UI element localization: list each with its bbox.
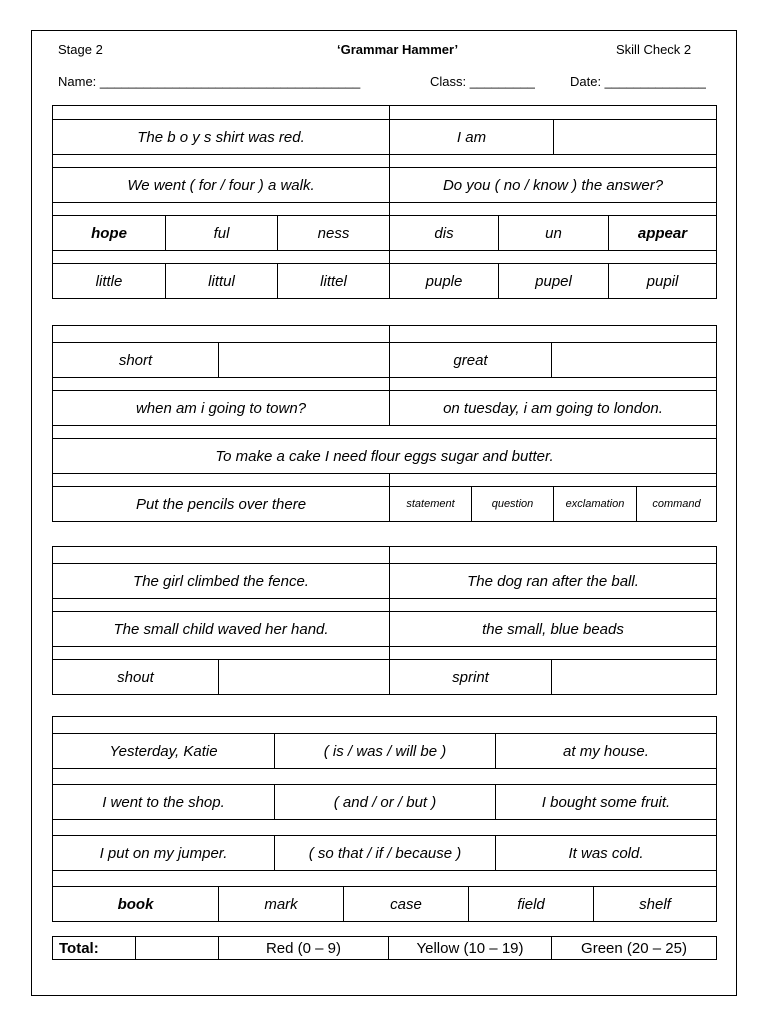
prefix-cell: un <box>498 216 608 250</box>
answer-box[interactable] <box>551 343 716 377</box>
contraction-question: I am <box>389 120 553 154</box>
number-cell <box>53 474 389 486</box>
answer-box[interactable] <box>551 660 716 694</box>
word-cell: appear <box>608 216 716 250</box>
capitals-question: when am i going to town? <box>135 399 307 417</box>
sentence-question: The small child waved her hand. <box>113 620 329 638</box>
number-row <box>53 473 716 486</box>
conjunction-row <box>53 784 716 819</box>
number-cell <box>53 647 389 659</box>
type-option-command[interactable]: command <box>636 487 716 521</box>
commas-row <box>53 438 716 473</box>
stage-label: Stage 2 <box>58 42 103 57</box>
question-row <box>53 167 716 202</box>
total-score-box[interactable] <box>135 937 218 959</box>
number-cell <box>53 769 716 784</box>
number-cell <box>53 426 716 438</box>
possessive-question: The b o y s shirt was red. <box>137 128 305 146</box>
number-cell <box>389 378 716 390</box>
synonym-word: sprint <box>389 660 551 694</box>
number-row <box>53 547 716 563</box>
clause-cell: at my house. <box>495 734 716 768</box>
total-label: Total: <box>59 939 99 957</box>
suffix-cell: ful <box>165 216 277 250</box>
sentence-type-row <box>53 486 716 521</box>
number-cell <box>389 647 716 659</box>
section-4-table <box>52 716 717 922</box>
total-table <box>52 936 717 960</box>
choice-cell[interactable]: ( so that / if / because ) <box>274 836 495 870</box>
word-cell: hope <box>91 224 127 242</box>
skill-check-label: Skill Check 2 <box>616 42 692 57</box>
answer-box[interactable] <box>218 660 389 694</box>
class-field: Class: _________ <box>430 74 535 89</box>
spelling-option[interactable]: little <box>95 272 123 290</box>
number-row <box>53 106 716 119</box>
answer-box[interactable] <box>553 120 716 154</box>
compound-base-word: book <box>117 895 154 913</box>
number-row <box>53 154 716 167</box>
antonym-row <box>53 342 716 377</box>
clause-cell: It was cold. <box>495 836 716 870</box>
number-row <box>53 717 716 733</box>
number-row <box>53 377 716 390</box>
type-option-statement[interactable]: statement <box>389 487 471 521</box>
conjunction-row <box>53 835 716 870</box>
spelling-option[interactable]: puple <box>389 264 498 298</box>
clause-cell: I put on my jumper. <box>99 844 228 862</box>
number-row <box>53 326 716 342</box>
answer-box[interactable] <box>218 343 389 377</box>
compound-option[interactable]: field <box>468 887 593 921</box>
number-cell <box>53 547 389 563</box>
number-cell <box>389 251 716 263</box>
date-field: Date: ______________ <box>570 74 706 89</box>
conjunction-row <box>53 733 716 768</box>
affix-row <box>53 215 716 250</box>
number-cell <box>53 717 716 733</box>
worksheet-title: ‘Grammar Hammer’ <box>337 42 459 57</box>
number-cell <box>389 203 716 215</box>
number-cell <box>389 474 716 486</box>
red-band: Red (0 – 9) <box>218 937 388 959</box>
number-row <box>53 646 716 659</box>
spelling-option[interactable]: pupil <box>608 264 716 298</box>
compound-option[interactable]: shelf <box>593 887 716 921</box>
spelling-option[interactable]: littul <box>165 264 277 298</box>
number-cell <box>53 820 716 835</box>
section-1-table <box>52 105 717 299</box>
type-option-exclamation[interactable]: exclamation <box>553 487 636 521</box>
commas-question: To make a cake I need flour eggs sugar and butter. <box>215 447 554 465</box>
number-cell <box>389 547 716 563</box>
number-row <box>53 870 716 886</box>
number-cell <box>389 326 716 342</box>
number-row <box>53 598 716 611</box>
question-row <box>53 611 716 646</box>
number-cell <box>389 599 716 611</box>
question-row <box>53 119 716 154</box>
spelling-row <box>53 263 716 298</box>
number-row <box>53 768 716 784</box>
phrase-question: the small, blue beads <box>389 612 716 646</box>
clause-cell: Yesterday, Katie <box>109 742 218 760</box>
sentence-question: Put the pencils over there <box>135 495 307 513</box>
synonym-word: shout <box>117 668 154 686</box>
yellow-band: Yellow (10 – 19) <box>388 937 551 959</box>
compound-row <box>53 886 716 921</box>
type-option-question[interactable]: question <box>471 487 553 521</box>
clause-cell: I bought some fruit. <box>495 785 716 819</box>
compound-option[interactable]: mark <box>218 887 343 921</box>
antonym-word: great <box>389 343 551 377</box>
compound-option[interactable]: case <box>343 887 468 921</box>
number-row <box>53 819 716 835</box>
number-row <box>53 425 716 438</box>
number-cell <box>53 599 389 611</box>
number-cell <box>53 251 389 263</box>
spelling-option[interactable]: pupel <box>498 264 608 298</box>
number-cell <box>53 203 389 215</box>
sentence-question: The girl climbed the fence. <box>133 572 309 590</box>
homophone-question: We went ( for / four ) a walk. <box>127 176 315 194</box>
number-cell <box>389 106 716 119</box>
choice-cell[interactable]: ( and / or / but ) <box>274 785 495 819</box>
capitals-row <box>53 390 716 425</box>
total-row <box>53 937 716 959</box>
antonym-word: short <box>118 351 153 369</box>
spelling-option[interactable]: littel <box>277 264 389 298</box>
number-cell <box>53 155 389 167</box>
section-2-table <box>52 325 717 522</box>
prefix-cell: dis <box>389 216 498 250</box>
number-row <box>53 202 716 215</box>
suffix-cell: ness <box>277 216 389 250</box>
sentence-question: The dog ran after the ball. <box>389 564 716 598</box>
homophone-question-2: Do you ( no / know ) the answer? <box>389 168 716 202</box>
choice-cell[interactable]: ( is / was / will be ) <box>274 734 495 768</box>
name-field: Name: ____________________________________ <box>58 74 361 89</box>
number-cell <box>53 378 389 390</box>
capitals-question-2: on tuesday, i am going to london. <box>389 391 716 425</box>
number-cell <box>53 871 716 886</box>
number-cell <box>389 155 716 167</box>
number-cell <box>53 106 389 119</box>
clause-cell: I went to the shop. <box>102 793 225 811</box>
number-cell <box>53 326 389 342</box>
question-row <box>53 563 716 598</box>
green-band: Green (20 – 25) <box>551 937 716 959</box>
number-row <box>53 250 716 263</box>
section-3-table <box>52 546 717 695</box>
synonym-row <box>53 659 716 694</box>
